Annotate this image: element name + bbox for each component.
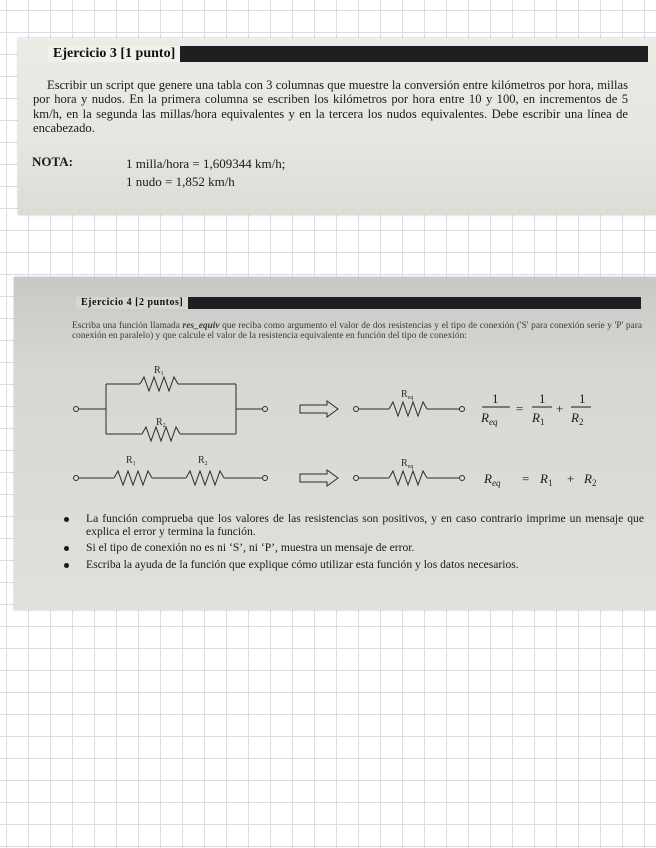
label-r2-parallel: $R_2$: [156, 417, 166, 429]
exercise-4-statement: [72, 321, 642, 341]
circuit-diagrams: [14, 365, 656, 505]
label-req-series: $R_{eq}$: [401, 458, 414, 470]
exercise-3-title: Ejercicio 3 [1 punto]: [48, 46, 182, 62]
list-item: Si el tipo de conexión no es ni ‘S’, ni ‘P’, muestra un mensaje de error.: [54, 542, 644, 555]
svg-text:R1: $R_1$: [532, 410, 545, 427]
exercise-3-statement: Escribir un script que genere una tabla con 3 columnas que muestre la conversión entre kilómetros por hora, millas por hora y nudos. En la primera columna se escriben los kilómetros por hora entre 10 y 100, en incrementos de 5 km/h, en la segunda las millas/hora equivalentes y en la tercera los nudos equivalentes. Debe escribir una línea de encabezado.: [33, 78, 628, 136]
bullet-icon: [64, 517, 69, 522]
exercise-4-title: Ejercicio 4 [2 puntos]: [76, 297, 190, 309]
svg-text:R2: $R_2$: [571, 410, 584, 427]
resistor-req-parallel: [389, 402, 427, 416]
formula-series: [483, 471, 596, 488]
resistor-r1-parallel: [140, 377, 178, 391]
bullet-icon: [64, 563, 69, 568]
statement-pre: Escriba una función llamada: [72, 321, 183, 331]
statement-post: que reciba como argumento el valor de dos resistencias y el tipo de conexión ('S' para conexión serie y 'P' para conexión en paralelo) y que calcule el valor de la resistencia equivalente en función del tipo de conexión:: [72, 321, 642, 342]
note-line-knot: 1 nudo = 1,852 km/h: [126, 174, 235, 189]
list-item: Escriba la ayuda de la función que explique cómo utilizar esta función y los datos necesarios.: [54, 559, 644, 572]
svg-text:1: 1: [539, 391, 546, 406]
svg-text:=: =: [522, 471, 530, 486]
svg-text:1: 1: [492, 391, 499, 406]
exercise-4-photo: [14, 277, 656, 610]
terminal-left-parallel: [74, 407, 79, 412]
resistor-r2-series: [186, 471, 224, 485]
bullet-icon: [64, 546, 69, 551]
svg-text:R2: $R_2$: [584, 471, 597, 488]
svg-text:+: +: [556, 401, 564, 416]
label-r2-series: $R_2$: [198, 455, 208, 467]
function-name: res_equiv: [182, 321, 220, 331]
list-item: La función comprueba que los valores de las resistencias son positivos, y en caso contrario imprime un mensaje que explica el error y termina la función.: [54, 513, 644, 538]
arrow-icon: [300, 401, 338, 417]
arrow-icon: [300, 470, 338, 486]
terminal-right-parallel: [263, 407, 268, 412]
label-r1-parallel: $R_1$: [154, 365, 164, 377]
note-label: NOTA:: [32, 154, 73, 169]
resistor-r2-parallel: [142, 427, 180, 441]
svg-text:1: 1: [579, 391, 586, 406]
svg-text:Req: $R_{eq}$: [484, 471, 501, 488]
label-r1-series: $R_1$: [126, 455, 136, 467]
svg-text:+: +: [567, 471, 575, 486]
svg-text:R1: $R_1$: [540, 471, 553, 488]
note-line-mile: 1 milla/hora = 1,609344 km/h;: [126, 156, 286, 171]
exercise-3-photo: [18, 38, 656, 215]
resistor-r1-series: [114, 471, 152, 485]
label-req-parallel: $R_{eq}$: [401, 389, 414, 401]
requirements-list: [54, 513, 644, 575]
exercise-3-header-bar: [48, 46, 648, 62]
svg-text:Req: $R_{eq}$: [481, 410, 498, 427]
resistor-req-series: [389, 471, 427, 485]
svg-text:=: =: [516, 401, 524, 416]
exercise-4-header-bar: [76, 297, 641, 309]
terminal-left-series: [74, 476, 79, 481]
formula-parallel: [480, 391, 591, 427]
